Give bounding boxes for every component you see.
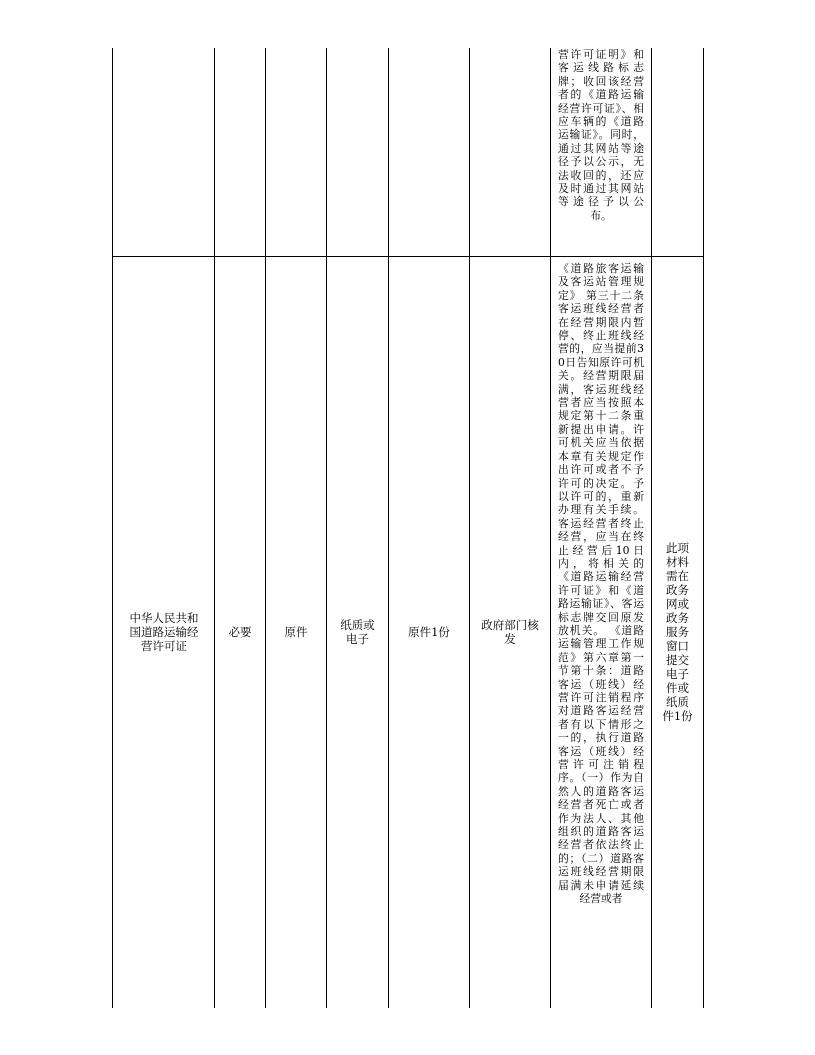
quantity-value: 原件1份 xyxy=(408,625,450,639)
top-row-basis-text: 营许可证明》和客运线路标志牌；收回该经营者的《道路运输经营许可证》、相应车辆的《道路运输证》。同时，通过其网站等途径予以公示，无法收回的，还应及时通过其网站等途径予以公布。 xyxy=(558,48,644,222)
col-line-1 xyxy=(112,48,113,1008)
required-value: 必要 xyxy=(228,625,252,639)
type-value: 原件 xyxy=(284,625,308,639)
main-row-basis-text: 《道路旅客运输及客运站管理规定》 第三十二条 客运班线经营者在经营期限内暂停、终止班线经营的，应当提前30日告知原许可机关。经营期限届满，客运班线经营者应当按照本规定第十二条重新提出申请。许可机关应当依据本章有关规定作出许可或者不予许可的决定。予以许可的，重新办理有关手续。客运经营者终止经营，应当在终止经营后10日内，将相关的《道路运输经营许可证》和《道路运输证》、客运标志牌交回原发放机关。 《道路运输管理工作规范》第六章第一节第十条：道路客运（班线）经营许可注销程序对道路客运经营者有以下情形之一的，执行道路客运（班线）经营许可注销程序。（一）作为自然人的道路客运经营者死亡或者作为法人、其他组织的道路客运经营者依法终止的；（二）道路客运班线经营期限届满未申请延续经营或者 xyxy=(558,262,648,906)
note-cell xyxy=(652,257,703,1007)
form-value: 纸质或电子 xyxy=(340,618,375,646)
required-cell xyxy=(215,257,265,1007)
source-cell xyxy=(470,257,550,1007)
material-name: 中华人民共和国道路运输经营许可证 xyxy=(129,611,199,653)
quantity-cell xyxy=(389,257,469,1007)
col-line-9 xyxy=(703,48,704,1008)
col-line-7 xyxy=(550,48,551,1008)
form-cell xyxy=(327,257,388,1007)
material-name-cell xyxy=(118,257,210,1007)
note-value: 此项材料需在政务网或政务服务窗口提交电子件或纸质件1份 xyxy=(662,541,693,723)
source-value: 政府部门核发 xyxy=(481,618,539,646)
type-cell xyxy=(266,257,326,1007)
